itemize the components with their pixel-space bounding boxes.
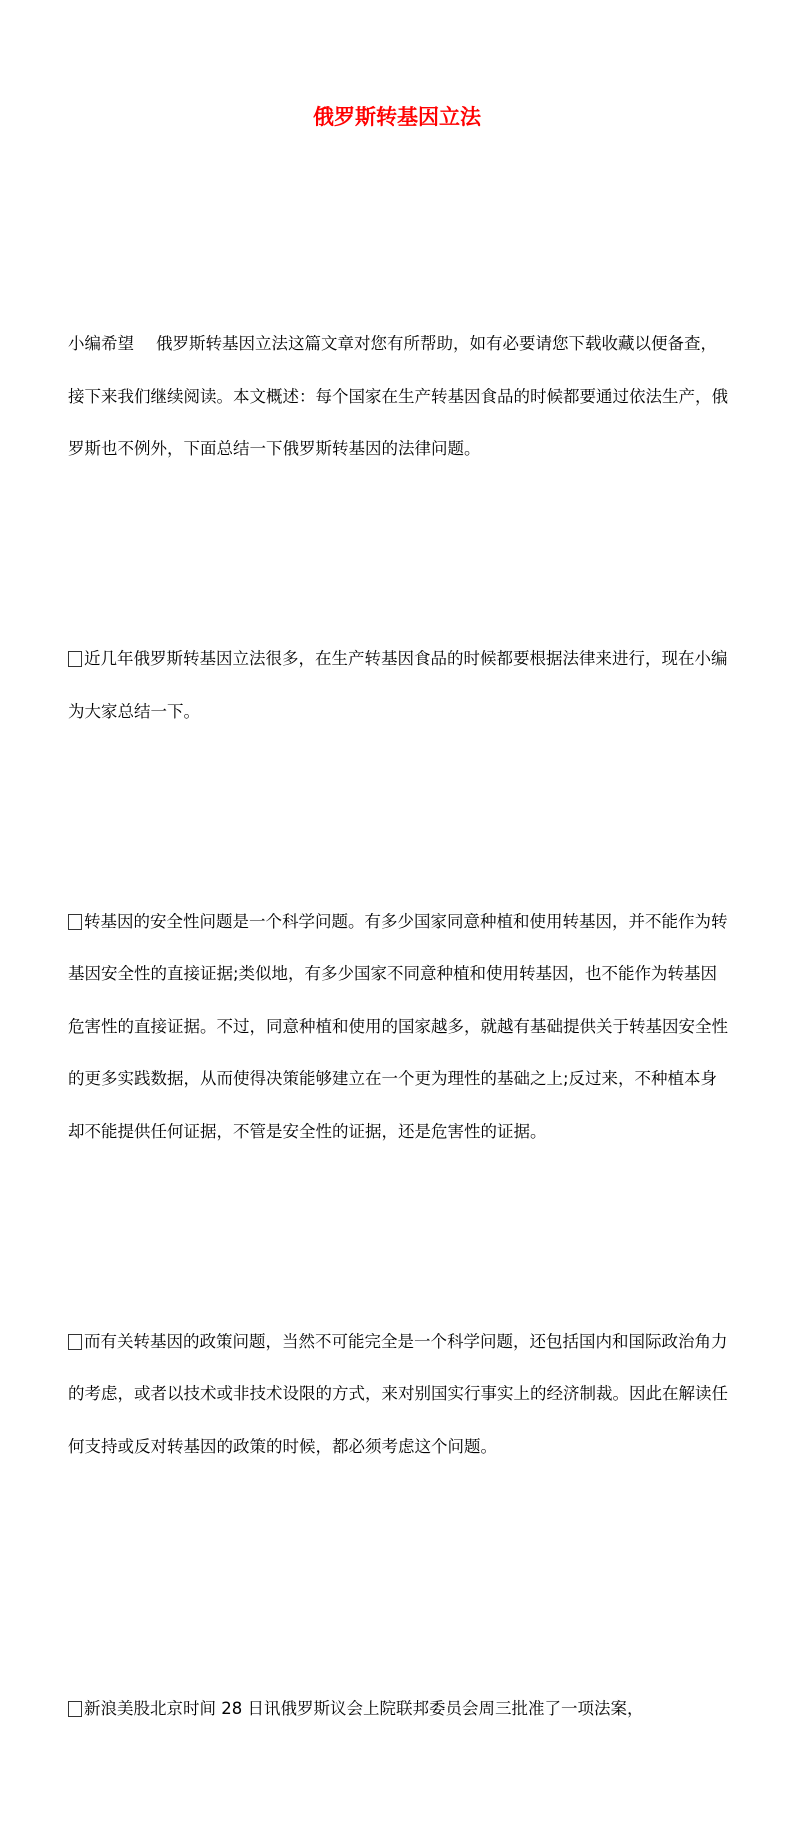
intro-paragraph	[68, 318, 728, 476]
paragraph-text: 近几年俄罗斯转基因立法很多，在生产转基因食品的时候都要根据法律来进行，现在小编为大家总结一下。	[68, 649, 728, 721]
paragraph-1	[68, 633, 728, 738]
bullet-box-icon	[68, 651, 82, 667]
bullet-box-icon	[68, 1701, 82, 1717]
bullet-box-icon	[68, 1334, 82, 1350]
paragraph-text: 转基因的安全性问题是一个科学问题。有多少国家同意种植和使用转基因，并不能作为转基因安全性的直接证据;类似地，有多少国家不同意种植和使用转基因，也不能作为转基因危害性的直接证据。不过，同意种植和使用的国家越多，就越有基础提供关于转基因安全性的更多实践数据，从而使得决策能够建立在一个更为理性的基础之上;反过来，不种植本身却不能提供任何证据，不管是安全性的证据，还是危害性的证据。	[68, 911, 728, 1141]
paragraph-text: 新浪美股北京时间 28 日讯俄罗斯议会上院联邦委员会周三批准了一项法案，	[84, 1699, 644, 1718]
bullet-box-icon	[68, 914, 82, 930]
intro-text: 俄罗斯转基因立法这篇文章对您有所帮助，如有必要请您下载收藏以便备查，接下来我们继续阅读。本文概述：每个国家在生产转基因食品的时候都要通过依法生产，俄罗斯也不例外，下面总结一下俄罗斯转基因的法律问题。	[68, 334, 728, 458]
paragraph-4	[68, 1683, 728, 1736]
document-body	[68, 213, 728, 1841]
intro-prefix: 小编希望	[68, 334, 134, 353]
document-title: 俄罗斯转基因立法	[313, 105, 481, 129]
paragraph-3	[68, 1316, 728, 1474]
paragraph-text: 而有关转基因的政策问题，当然不可能完全是一个科学问题，还包括国内和国际政治角力的考虑，或者以技术或非技术设限的方式，来对别国实行事实上的经济制裁。因此在解读任何支持或反对转基因的政策的时候，都必须考虑这个问题。	[68, 1331, 728, 1456]
paragraph-2	[68, 896, 728, 1159]
